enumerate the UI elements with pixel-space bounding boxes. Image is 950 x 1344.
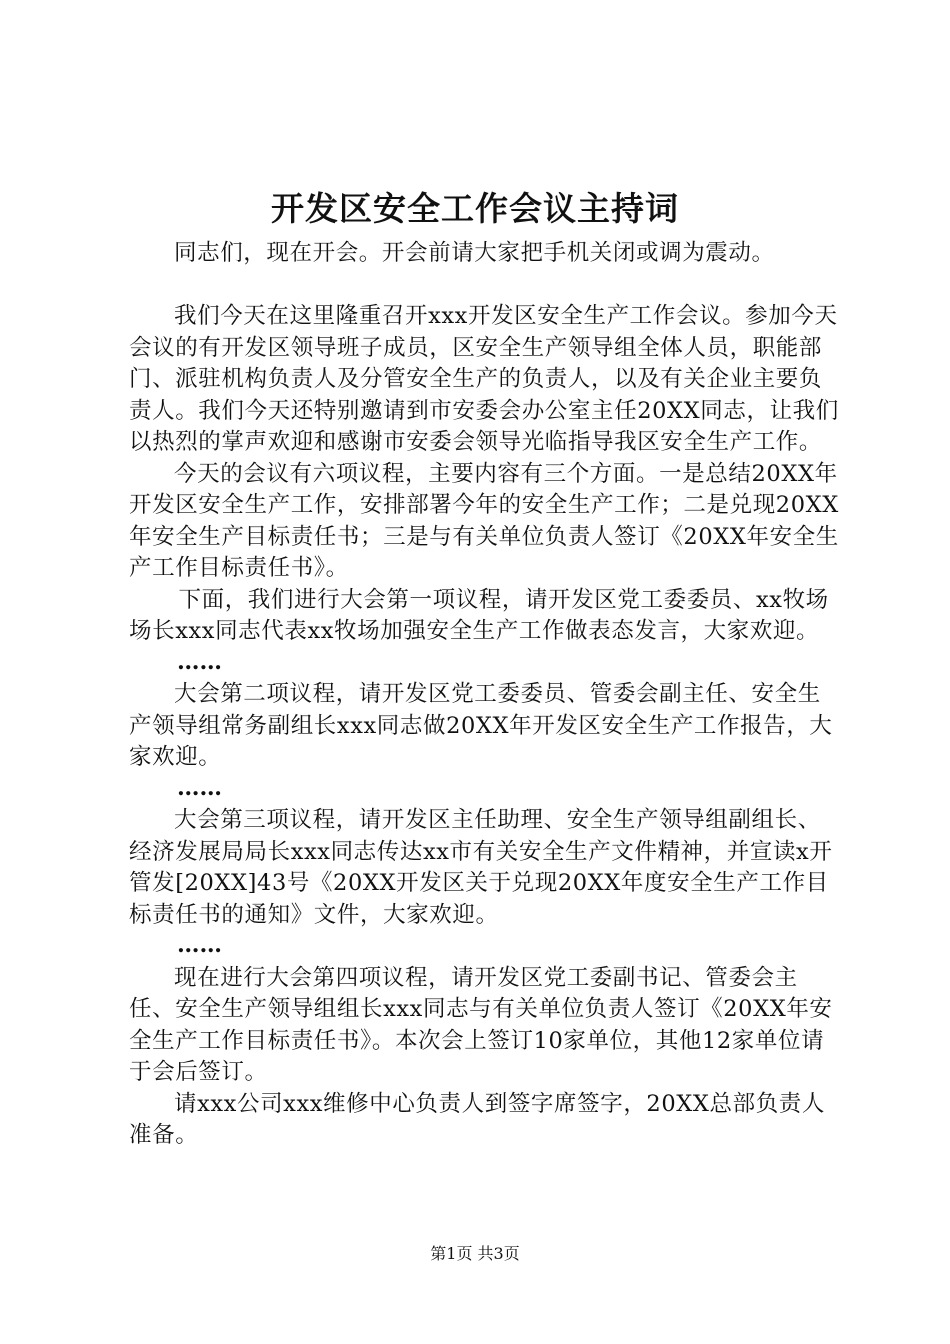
paragraph-item-three: 大会第三项议程，请开发区主任助理、安全生产领导组副组长、经济发展局局长xxx同志传达xx市有关安全生产文件精神，并宣读x开管发[20XX]43号《20XX开发区关于兑现20XX年度安全生产工作目标责任书的通知》文件，大家欢迎。 [129, 807, 833, 928]
paragraph-item-one: 下面，我们进行大会第一项议程，请开发区党工委委员、xx牧场场长xxx同志代表xx牧场加强安全生产工作做表态发言，大家欢迎。 [129, 586, 829, 644]
ellipsis-separator: …… [177, 774, 222, 801]
paragraph-item-four: 现在进行大会第四项议程，请开发区党工委副书记、管委会主任、安全生产领导组组长xxx同志与有关单位负责人签订《20XX年安全生产工作目标责任书》。本次会上签订10家单位，其他12家单位请于会后签订。 [129, 964, 833, 1085]
ellipsis-separator: …… [177, 648, 222, 675]
paragraph-opening: 同志们，现在开会。开会前请大家把手机关闭或调为震动。 [174, 240, 775, 266]
paragraph-introduction: 我们今天在这里隆重召开xxx开发区安全生产工作会议。参加今天会议的有开发区领导班子成员，区安全生产领导组全体人员，职能部门、派驻机构负责人及分管安全生产的负责人，以及有关企业主要负责人。我们今天还特别邀请到市安委会办公室主任20XX同志，让我们以热烈的掌声欢迎和感谢市安委会领导光临指导我区安全生产工作。 [129, 303, 839, 455]
ellipsis-separator: …… [177, 932, 222, 958]
document-body [129, 238, 839, 1152]
paragraph-item-two: 大会第二项议程，请开发区党工委委员、管委会副主任、安全生产领导组常务副组长xxx同志做20XX年开发区安全生产工作报告，大家欢迎。 [129, 681, 833, 770]
paragraph-agenda: 今天的会议有六项议程，主要内容有三个方面。一是总结20XX年开发区安全生产工作，安排部署今年的安全生产工作；二是兑现20XX年安全生产目标责任书；三是与有关单位负责人签订《20XX年安全生产工作目标责任书》。 [129, 460, 839, 581]
paragraph-signing: 请xxx公司xxx维修中心负责人到签字席签字，20XX总部负责人准备。 [129, 1090, 826, 1148]
document-title: 开发区安全工作会议主持词 [271, 189, 679, 228]
page-number-footer: 第1页 共3页 [430, 1244, 520, 1263]
